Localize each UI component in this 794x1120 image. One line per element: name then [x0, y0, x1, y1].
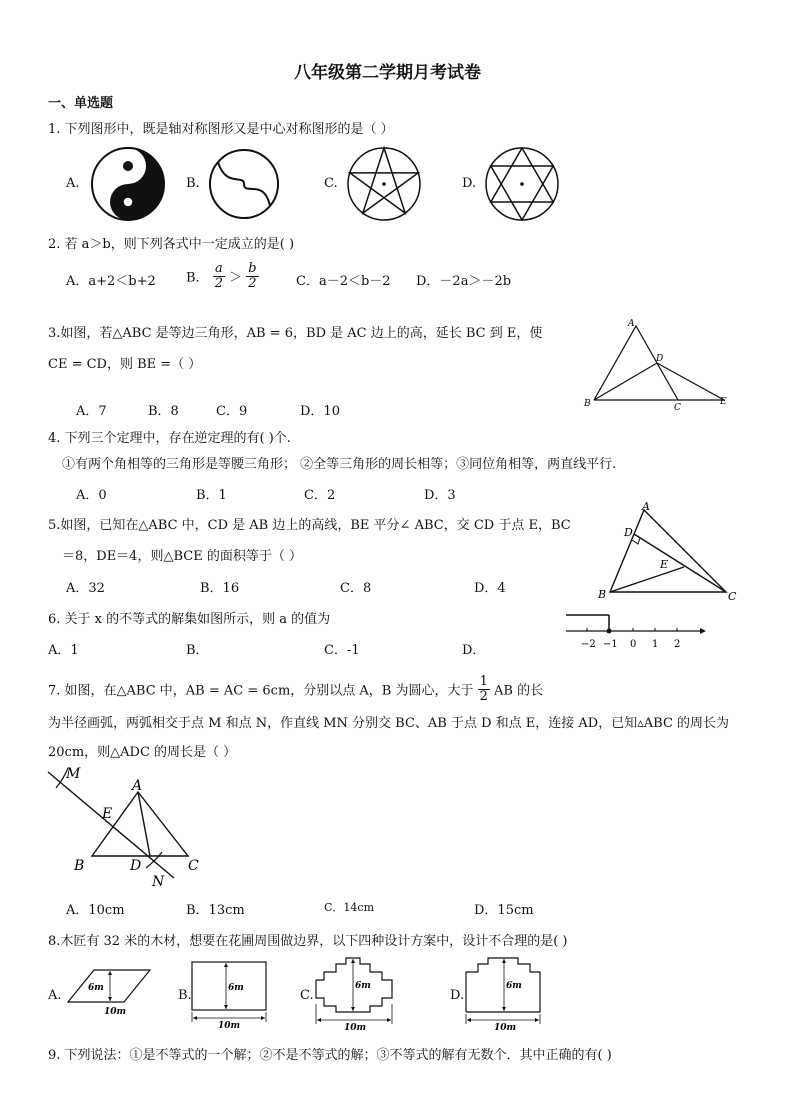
q8-rectangle-figure	[190, 960, 270, 1030]
q3-line1: 3.如图，若△ABC 是等边三角形，AB = 6，BD 是 AC 边上的高，延长 BC 到 E，使	[48, 326, 543, 341]
q4-option-d: D．3	[424, 488, 456, 503]
q3-option-d: D．10	[300, 404, 340, 419]
q8-c-width: 10m	[344, 1023, 367, 1033]
q8-b-height: 6m	[228, 983, 244, 993]
q5-point-b: B	[598, 588, 607, 601]
yin-yang-figure	[90, 146, 166, 222]
q5-line2: ＝8，DE＝4，则△BCE 的面积等于（ ）	[62, 549, 302, 564]
q3-option-c: C．9	[216, 404, 248, 419]
q3-line2: CE = CD，则 BE =（ ）	[48, 357, 202, 372]
q8-option-b-label: B.	[178, 988, 192, 1003]
q7-option-a: A．10cm	[66, 903, 125, 918]
q8-b-width: 10m	[218, 1021, 241, 1031]
q8-option-d-label: D.	[450, 988, 465, 1003]
q7-point-m: M	[66, 766, 81, 782]
q7-line3: 20cm，则△ADC 的周长是（ ）	[48, 745, 237, 760]
q7-option-d: D．15cm	[474, 903, 534, 918]
q2-option-b: B． $\frac{a}{2}$ ＞ $\frac{b}{2}$	[186, 261, 257, 291]
q8-a-width: 10m	[104, 1007, 127, 1017]
q5-point-a: A	[642, 500, 650, 513]
q4-option-b: B．1	[196, 488, 227, 503]
q6-option-d: D．	[462, 643, 486, 658]
q8-stem: 8.木匠有 32 米的木材，想要在花圃周围做边界，以下四种设计方案中，设计不合理的是( )	[48, 934, 568, 949]
q2-option-d: D．－2a＞－2b	[416, 274, 512, 289]
q6-option-a: A．1	[48, 643, 79, 658]
q7-line2: 为半径画弧，两弧相交于点 M 和点 N，作直线 MN 分别交 BC、AB 于点 D 和点 E，连接 AD，已知▵ABC 的周长为	[48, 716, 730, 731]
q3-point-c: C	[674, 403, 681, 413]
q7-point-b: B	[74, 858, 85, 874]
q3-point-b: B	[584, 399, 591, 409]
q3-option-a: A．7	[76, 404, 107, 419]
q6-option-b: B．	[186, 643, 209, 658]
q4-option-c: C．2	[304, 488, 336, 503]
q6-tick-1: 1	[652, 639, 659, 650]
q4-stem: 4. 下列三个定理中，存在逆定理的有( )个.	[48, 431, 291, 446]
q3-option-b: B．8	[148, 404, 179, 419]
q8-option-c-label: C.	[300, 988, 314, 1003]
q4-option-a: A．0	[76, 488, 107, 503]
q6-option-c: C．-1	[324, 643, 360, 658]
q3-point-e: E	[720, 397, 727, 407]
page-title: 八年级第二学期月考试卷	[294, 63, 481, 83]
q7-triangle-figure	[44, 764, 214, 888]
q1-option-c-label: C.	[324, 176, 338, 191]
q5-option-b: B．16	[200, 581, 240, 596]
q5-point-e: E	[660, 558, 669, 571]
q2-stem: 2. 若 a＞b，则下列各式中一定成立的是( )	[48, 237, 295, 252]
q5-triangle-figure	[594, 500, 744, 604]
q5-option-a: A．32	[66, 581, 105, 596]
swirl-circle-figure	[208, 148, 280, 220]
q8-d-height: 6m	[506, 981, 522, 991]
q6-stem: 6. 关于 x 的不等式的解集如图所示，则 a 的值为	[48, 612, 331, 627]
q7-point-a: A	[132, 778, 143, 794]
pentagram-figure	[346, 146, 422, 222]
q6-tick-minus2: −2	[581, 639, 596, 650]
q9-stem: 9. 下列说法：①是不等式的一个解；②不是不等式的解；③不等式的解有无数个．其中正确的有( )	[48, 1048, 612, 1063]
q7-point-n: N	[152, 874, 165, 890]
q6-number-line	[566, 608, 706, 652]
q5-option-d: D．4	[474, 581, 506, 596]
q1-stem: 1. 下列图形中，既是轴对称图形又是中心对称图形的是（ ）	[48, 122, 394, 137]
q3-point-a: A	[628, 319, 635, 329]
q8-d-width: 10m	[494, 1023, 517, 1033]
q5-line1: 5.如图，已知在△ABC 中，CD 是 AB 边上的高线，BE 平分∠ ABC，交 CD 于点 E，BC	[48, 518, 571, 533]
q6-tick-2: 2	[674, 639, 681, 650]
q4-line2: ①有两个角相等的三角形是等腰三角形； ②全等三角形的周长相等；③同位角相等，两直线平行.	[62, 457, 617, 472]
q8-parallelogram-figure	[64, 966, 154, 1016]
q1-option-d-label: D.	[462, 176, 477, 191]
q7-point-c: C	[188, 858, 199, 874]
q3-point-d: D	[656, 354, 664, 364]
q8-stepped-block-figure	[462, 954, 546, 1033]
q1-option-b-label: B.	[186, 176, 200, 191]
q1-option-a-label: A.	[66, 176, 80, 191]
q6-tick-minus1: −1	[603, 639, 618, 650]
q8-a-height: 6m	[88, 983, 104, 993]
section-heading: 一、单选题	[48, 96, 114, 111]
q2-option-c: C．a－2＜b－2	[296, 274, 391, 289]
hexagram-figure	[484, 146, 560, 222]
q7-option-c: C．14cm	[324, 901, 375, 914]
q8-c-height: 6m	[355, 981, 371, 991]
q5-point-d: D	[624, 526, 633, 539]
q7-line1: 7. 如图，在△ABC 中，AB = AC = 6cm，分别以点 A，B 为圆心，大于 $\frac{1}{2}$ AB 的长	[48, 674, 544, 704]
q3-triangle-figure	[582, 316, 738, 412]
q7-point-d: D	[130, 858, 142, 874]
q6-tick-0: 0	[630, 639, 637, 650]
q8-option-a-label: A.	[48, 988, 62, 1003]
q2-option-a: A．a+2＜b+2	[66, 274, 156, 289]
q5-point-c: C	[728, 590, 737, 603]
q8-stepped-cross-figure	[312, 954, 398, 1033]
q7-option-b: B．13cm	[186, 903, 245, 918]
q7-point-e: E	[102, 806, 113, 822]
q5-option-c: C．8	[340, 581, 372, 596]
